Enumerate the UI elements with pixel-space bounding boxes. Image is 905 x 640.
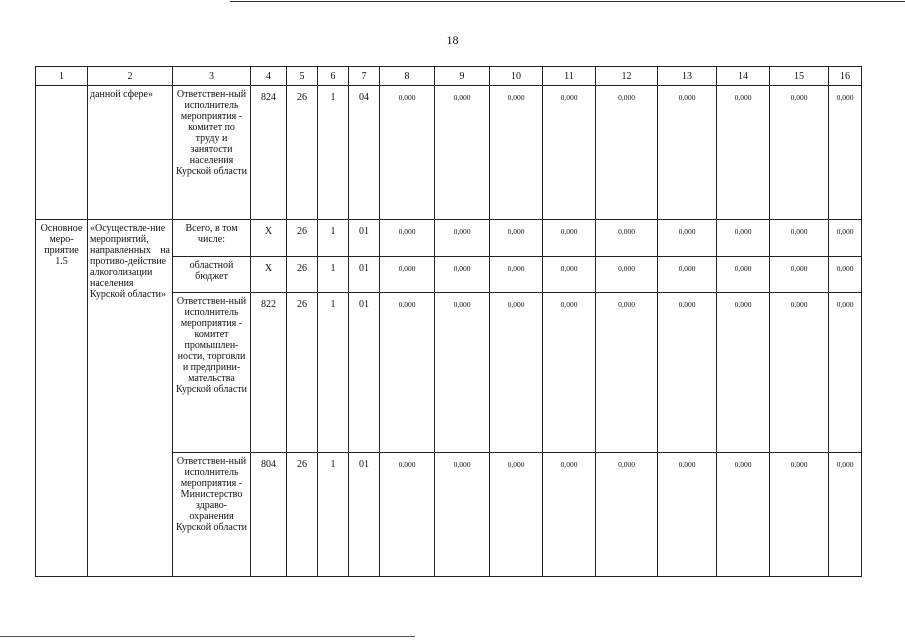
value-cell: 0,000 [829,86,862,220]
header-cell: 10 [490,67,543,86]
value-cell: 0,000 [380,453,435,577]
grbs-code-cell: 804 [251,453,287,577]
header-cell: 1 [36,67,88,86]
value-cell: 0,000 [658,220,717,257]
header-cell: 8 [380,67,435,86]
budget-table [35,66,862,577]
program-code-cell: 26 [287,453,318,577]
executor-cell: Ответствен-ный исполнитель мероприятия - комитет промышлен-ности, торговли и предприни-мательства Курской области [173,293,251,453]
value-cell: 0,000 [543,86,596,220]
header-cell: 15 [770,67,829,86]
value-cell: 0,000 [658,453,717,577]
value-cell: 0,000 [435,220,490,257]
program-code-cell: 26 [287,293,318,453]
value-cell: 0,000 [380,86,435,220]
value-cell: 0,000 [596,220,658,257]
header-cell: 16 [829,67,862,86]
value-cell: 0,000 [717,220,770,257]
value-cell: 0,000 [770,453,829,577]
table-row [36,220,862,257]
grbs-code-cell: Х [251,257,287,293]
value-cell: 0,000 [490,220,543,257]
value-cell: 0,000 [380,293,435,453]
table-row [36,86,862,220]
subprogram-code-cell: 1 [318,257,349,293]
value-cell: 0,000 [596,257,658,293]
grbs-code-cell: 824 [251,86,287,220]
value-cell: 0,000 [770,220,829,257]
bottom-scan-rule [0,636,415,637]
value-cell: 0,000 [435,86,490,220]
value-cell: 0,000 [490,257,543,293]
executor-cell: Ответствен-ный исполнитель мероприятия - комитет по труду и занятости населения Курской области [173,86,251,220]
value-cell: 0,000 [435,293,490,453]
column-number-row [36,67,862,86]
value-cell: 0,000 [717,86,770,220]
value-cell: 0,000 [435,257,490,293]
header-cell: 9 [435,67,490,86]
header-cell: 12 [596,67,658,86]
measure-code-cell: 04 [349,86,380,220]
executor-cell: областной бюджет [173,257,251,293]
value-cell: 0,000 [658,257,717,293]
executor-cell: Всего, в том числе: [173,220,251,257]
value-cell: 0,000 [490,453,543,577]
page-number: 18 [446,33,459,47]
value-cell: 0,000 [658,86,717,220]
header-cell: 2 [88,67,173,86]
value-cell: 0,000 [596,453,658,577]
subprogram-code-cell: 1 [318,293,349,453]
measure-code-cell: 01 [349,257,380,293]
measure-code-cell: 01 [349,293,380,453]
measure-code-cell: 01 [349,453,380,577]
subprogram-code-cell: 1 [318,453,349,577]
header-cell: 13 [658,67,717,86]
value-cell: 0,000 [543,257,596,293]
program-code-cell: 26 [287,86,318,220]
value-cell: 0,000 [829,257,862,293]
value-cell: 0,000 [543,220,596,257]
value-cell: 0,000 [829,453,862,577]
value-cell: 0,000 [829,220,862,257]
header-cell: 5 [287,67,318,86]
top-scan-rule [230,1,905,2]
header-cell: 3 [173,67,251,86]
grbs-code-cell: 822 [251,293,287,453]
executor-cell: Ответствен-ный исполнитель мероприятия - Министерство здраво-охранения Курской области [173,453,251,577]
value-cell: 0,000 [658,293,717,453]
value-cell: 0,000 [380,257,435,293]
value-cell: 0,000 [490,86,543,220]
measure-name-cell: «Осуществле-ние мероприятий, направленных на противо-действие алкоголизации населения Курской области» [88,220,173,577]
program-code-cell: 26 [287,220,318,257]
value-cell: 0,000 [543,453,596,577]
value-cell: 0,000 [770,293,829,453]
value-cell: 0,000 [435,453,490,577]
value-cell: 0,000 [380,220,435,257]
program-code-cell: 26 [287,257,318,293]
value-cell: 0,000 [596,86,658,220]
measure-id-cell [36,86,88,220]
value-cell: 0,000 [770,86,829,220]
value-cell: 0,000 [717,257,770,293]
value-cell: 0,000 [829,293,862,453]
header-cell: 4 [251,67,287,86]
value-cell: 0,000 [770,257,829,293]
value-cell: 0,000 [717,293,770,453]
measure-id-cell: Основное меро-приятие 1.5 [36,220,88,577]
header-cell: 14 [717,67,770,86]
header-cell: 7 [349,67,380,86]
subprogram-code-cell: 1 [318,220,349,257]
header-cell: 11 [543,67,596,86]
value-cell: 0,000 [490,293,543,453]
header-cell: 6 [318,67,349,86]
measure-name-cell: данной сфере» [88,86,173,220]
subprogram-code-cell: 1 [318,86,349,220]
grbs-code-cell: Х [251,220,287,257]
value-cell: 0,000 [717,453,770,577]
value-cell: 0,000 [543,293,596,453]
value-cell: 0,000 [596,293,658,453]
measure-code-cell: 01 [349,220,380,257]
